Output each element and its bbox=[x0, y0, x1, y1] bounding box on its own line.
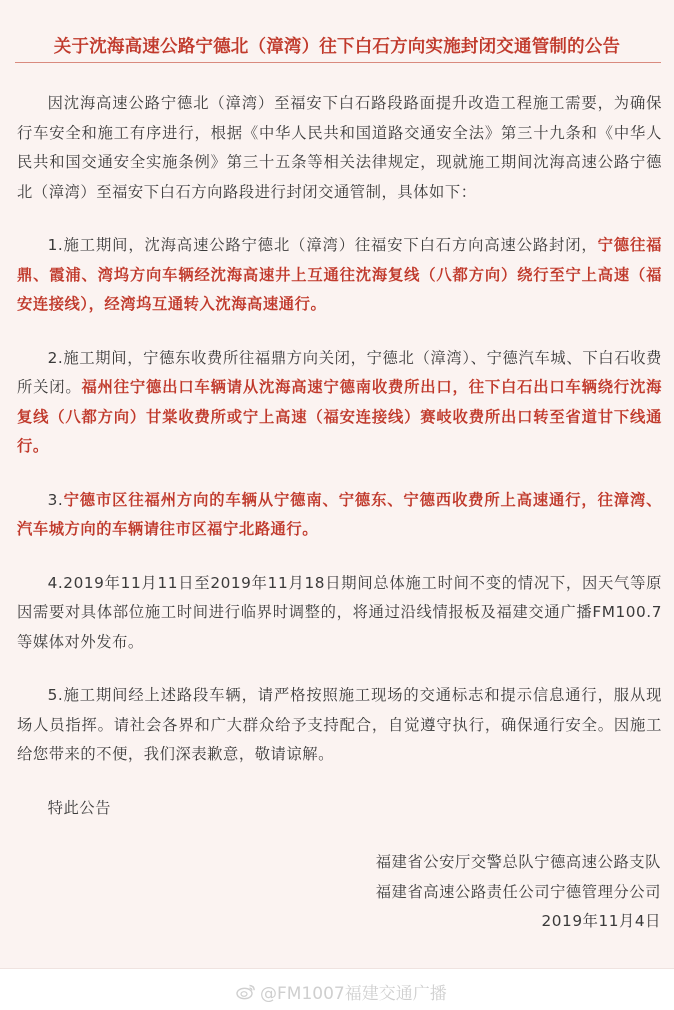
intro-paragraph: 因沈海高速公路宁德北（漳湾）至福安下白石路段路面提升改造工程施工需要，为确保行车安全和施工有序进行，根据《中华人民共和国道路交通安全法》第三十九条和《中华人民共和国交通安全实施条例》第三十五条等相关法律规定，现就施工期间沈海高速公路宁德北（漳湾）至福安下白石方向路段进行封闭交通管制，具体如下： bbox=[17, 94, 662, 201]
closing-text: 特此公告 bbox=[47, 798, 111, 817]
item-paragraph-3 bbox=[17, 486, 662, 545]
announcement-title: 关于沈海高速公路宁德北（漳湾）往下白石方向实施封闭交通管制的公告 bbox=[53, 37, 621, 57]
item-2-text: 2.施工期间，宁德东收费所往福鼎方向关闭，宁德北（漳湾）、宁德汽车城、下白石收费所关闭。 bbox=[17, 348, 662, 396]
item-paragraph-4 bbox=[17, 569, 662, 658]
item-paragraph-1 bbox=[17, 231, 662, 320]
item-1-highlight: 宁德往福鼎、霞浦、湾坞方向车辆经沈海高速井上互通往沈海复线（八都方向）绕行至宁上高速（福安连接线），经湾坞互通转入沈海高速通行。 bbox=[17, 236, 662, 313]
item-1-text: 1.施工期间，沈海高速公路宁德北（漳湾）往福安下白石方向高速公路封闭， bbox=[47, 236, 598, 254]
signature-block bbox=[376, 848, 661, 937]
signature-org-1: 福建省公安厅交警总队宁德高速公路支队 bbox=[375, 853, 661, 871]
watermark-text: @FM1007福建交通广播 bbox=[260, 984, 447, 1004]
signature-date: 2019年11月4日 bbox=[541, 912, 661, 930]
item-5-text: 5.施工期间经上述路段车辆，请严格按照施工现场的交通标志和提示信息通行，服从现场人员指挥。请社会各界和广大群众给予支持配合，自觉遵守执行，确保通行安全。因施工给您带来的不便，我们深表歉意，敬请谅解。 bbox=[17, 686, 662, 763]
announcement-body bbox=[17, 89, 662, 823]
item-3-text: 3. bbox=[47, 490, 64, 509]
item-4-text: 4.2019年11月11日至2019年11月18日期间总体施工时间不变的情况下，因天气等原因需要对具体部位施工时间进行临界时调整的，将通过沿线情报板及福建交通广播FM100.7等媒体对外发布。 bbox=[17, 573, 662, 651]
item-3-highlight: 宁德市区往福州方向的车辆从宁德南、宁德东、宁德西收费所上高速通行，往漳湾、汽车城方向的车辆请往市区福宁北路通行。 bbox=[17, 490, 662, 538]
item-paragraph-2 bbox=[17, 344, 662, 462]
item-paragraph-5 bbox=[17, 681, 662, 770]
weibo-icon bbox=[236, 983, 256, 1000]
title-divider bbox=[15, 62, 661, 63]
weibo-watermark bbox=[236, 979, 447, 1004]
signature-org-2: 福建省高速公路责任公司宁德管理分公司 bbox=[375, 882, 661, 901]
item-2-highlight: 福州往宁德出口车辆请从沈海高速宁德南收费所出口，往下白石出口车辆绕行沈海复线（八都方向）甘棠收费所或宁上高速（福安连接线）赛岐收费所出口转至省道甘下线通行。 bbox=[17, 378, 662, 455]
